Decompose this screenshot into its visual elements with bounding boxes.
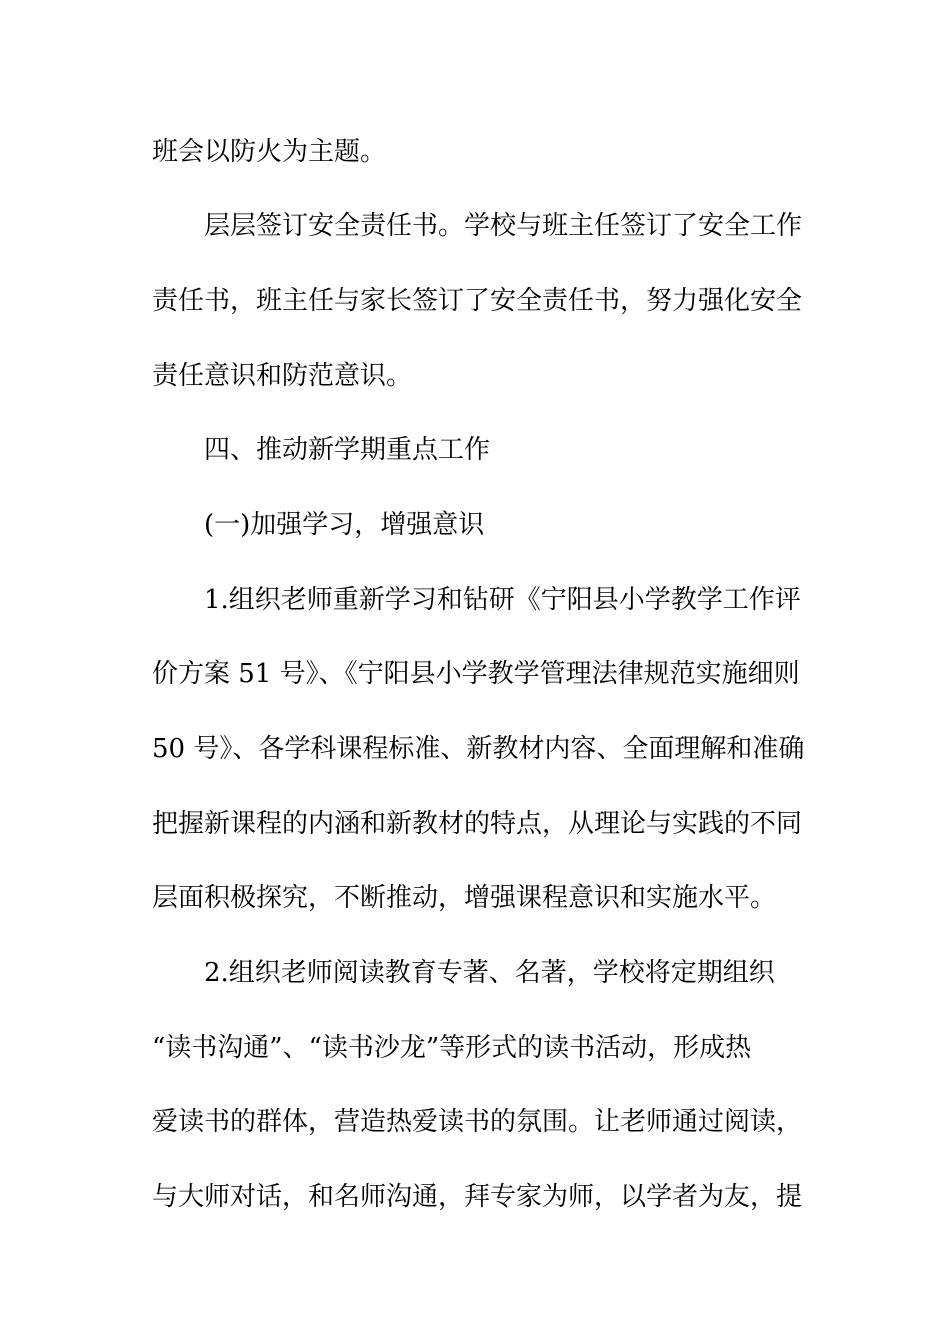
text-line: 2.组织老师阅读教育专著、名著，学校将定期组织: [204, 958, 775, 988]
text-line: 1.组织老师重新学习和钻研《宁阳县小学教学工作评: [204, 585, 801, 615]
text-line: 把握新课程的内涵和新教材的特点，从理论与实践的不同: [152, 809, 803, 839]
text-line: 层面积极探究，不断推动，增强课程意识和实施水平。: [152, 883, 777, 913]
section-heading: 四、推动新学期重点工作: [204, 435, 491, 465]
text-line: 爱读书的群体，营造热爱读书的氛围。让老师通过阅读，: [152, 1107, 803, 1137]
text-line: 价方案 51 号》、《宁阳县小学教学管理法律规范实施细则: [152, 659, 800, 689]
text-line: 50 号》、各学科课程标准、新教材内容、全面理解和准确: [152, 734, 805, 764]
text-line: 层层签订安全责任书。学校与班主任签订了安全工作: [204, 211, 803, 241]
text-line: 责任意识和防范意识。: [152, 361, 413, 391]
text-line: 责任书，班主任与家长签订了安全责任书，努力强化安全: [152, 286, 803, 316]
text-line: “读书沟通”、“读书沙龙”等形式的读书活动，形成热: [152, 1033, 752, 1063]
subsection-heading: (一)加强学习，增强意识: [204, 510, 485, 540]
text-line: 与大师对话，和名师沟通，拜专家为师，以学者为友，提: [152, 1182, 803, 1212]
text-line: 班会以防火为主题。: [152, 137, 387, 167]
